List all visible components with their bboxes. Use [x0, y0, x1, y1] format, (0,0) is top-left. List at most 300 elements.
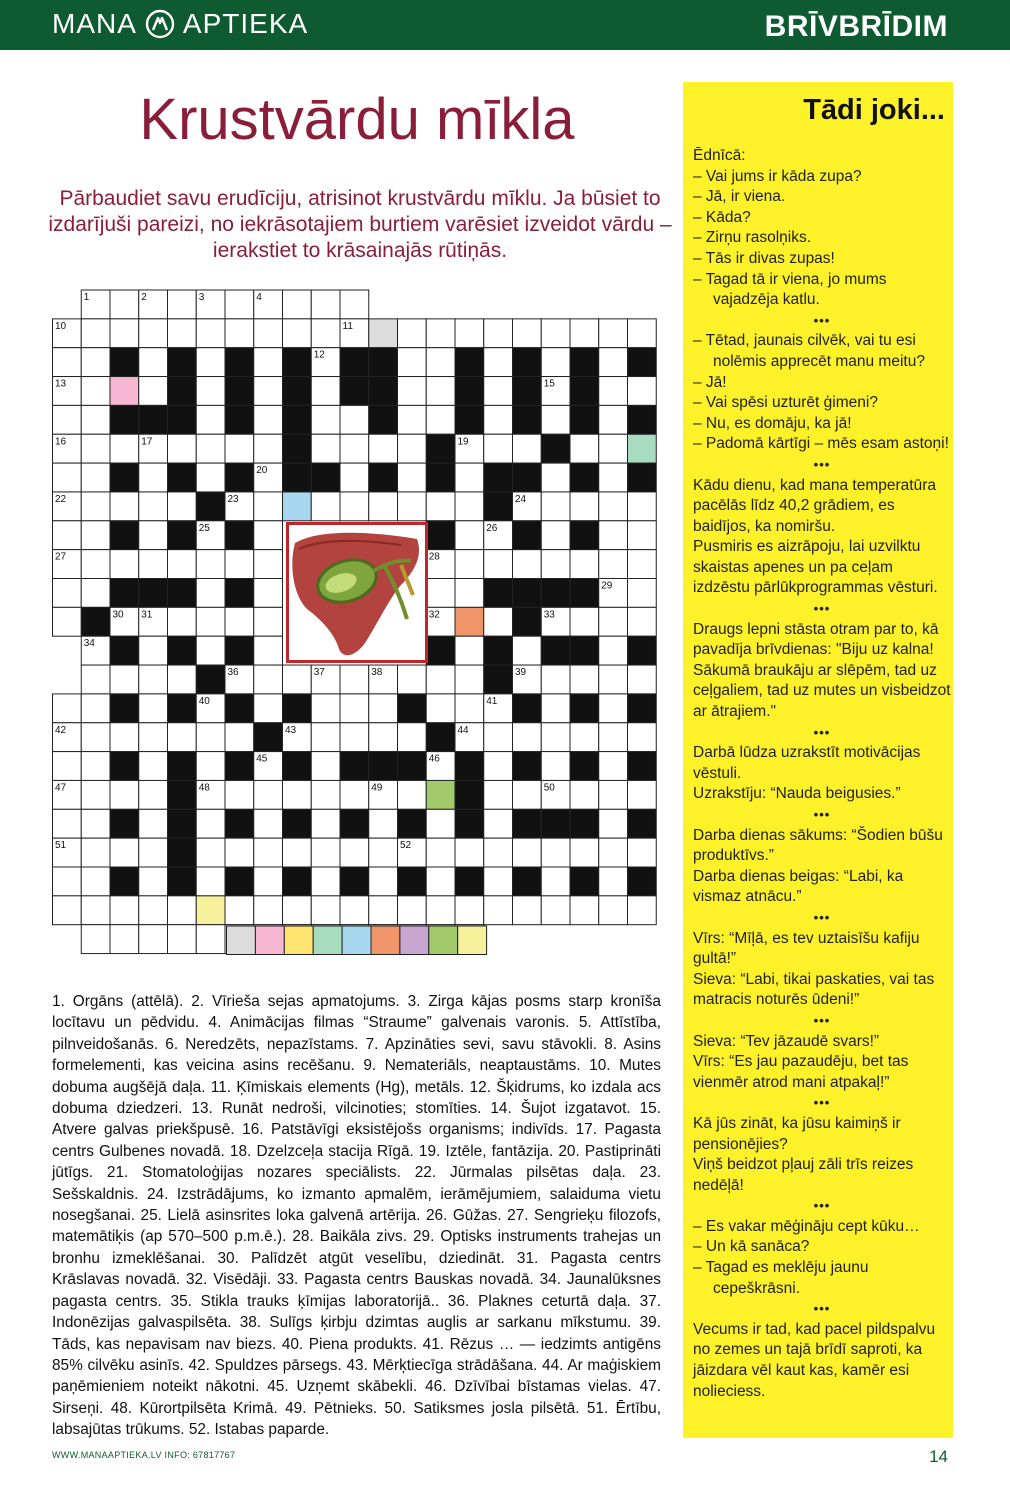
- grid-cell[interactable]: [81, 521, 110, 550]
- grid-cell[interactable]: [81, 838, 110, 867]
- grid-cell[interactable]: [168, 319, 197, 348]
- grid-cell[interactable]: [369, 694, 398, 723]
- grid-cell[interactable]: [426, 838, 455, 867]
- grid-cell[interactable]: [484, 752, 513, 781]
- grid-cell[interactable]: [628, 319, 657, 348]
- grid-cell[interactable]: [196, 550, 225, 579]
- grid-cell[interactable]: [599, 319, 628, 348]
- grid-cell[interactable]: [340, 290, 369, 319]
- grid-cell[interactable]: [369, 867, 398, 896]
- grid-cell[interactable]: [110, 434, 139, 463]
- grid-cell[interactable]: [254, 694, 283, 723]
- grid-cell[interactable]: [196, 319, 225, 348]
- grid-cell[interactable]: [599, 521, 628, 550]
- grid-cell-highlight[interactable]: [628, 434, 657, 463]
- grid-cell-highlight[interactable]: [110, 377, 139, 406]
- grid-cell[interactable]: [81, 348, 110, 377]
- grid-cell[interactable]: [426, 492, 455, 521]
- grid-cell[interactable]: [513, 723, 542, 752]
- grid-cell[interactable]: [53, 694, 82, 723]
- grid-cell[interactable]: [599, 780, 628, 809]
- answer-cell[interactable]: [400, 926, 429, 955]
- grid-cell[interactable]: [541, 838, 570, 867]
- grid-block: [570, 405, 599, 434]
- grid-cell[interactable]: [168, 665, 197, 694]
- grid-cell[interactable]: [196, 752, 225, 781]
- grid-cell[interactable]: [110, 492, 139, 521]
- grid-cell[interactable]: [340, 463, 369, 492]
- grid-cell[interactable]: [570, 319, 599, 348]
- answer-cell[interactable]: [255, 926, 284, 955]
- grid-cell[interactable]: [570, 607, 599, 636]
- grid-cell[interactable]: [254, 809, 283, 838]
- grid-cell[interactable]: [81, 377, 110, 406]
- grid-cell[interactable]: [484, 896, 513, 925]
- grid-cell[interactable]: [53, 896, 82, 925]
- grid-cell[interactable]: [225, 607, 254, 636]
- grid-cell[interactable]: [369, 434, 398, 463]
- grid-cell[interactable]: [455, 492, 484, 521]
- grid-cell[interactable]: [81, 463, 110, 492]
- grid-block: [110, 809, 139, 838]
- grid-cell[interactable]: [570, 434, 599, 463]
- grid-cell[interactable]: [340, 896, 369, 925]
- grid-cell[interactable]: [455, 694, 484, 723]
- grid-cell[interactable]: [311, 290, 340, 319]
- grid-cell[interactable]: [283, 665, 312, 694]
- grid-cell[interactable]: [254, 607, 283, 636]
- grid-cell[interactable]: [110, 319, 139, 348]
- grid-cell[interactable]: [599, 867, 628, 896]
- grid-cell[interactable]: [53, 405, 82, 434]
- footer-url[interactable]: WWW.MANAAPTIEKA.LV INFO: 67817767: [52, 1450, 236, 1460]
- grid-cell[interactable]: [340, 780, 369, 809]
- grid-cell[interactable]: [139, 752, 168, 781]
- grid-cell[interactable]: [541, 348, 570, 377]
- grid-cell[interactable]: [484, 838, 513, 867]
- grid-cell[interactable]: [81, 809, 110, 838]
- grid-block: [484, 492, 513, 521]
- grid-cell[interactable]: [168, 290, 197, 319]
- grid-cell[interactable]: [254, 377, 283, 406]
- answer-cell[interactable]: [371, 926, 400, 955]
- grid-cell[interactable]: [484, 348, 513, 377]
- joke-line: – Tagad tā ir viena, jo mums vajadzēja katlu.: [693, 270, 887, 309]
- grid-cell[interactable]: [599, 377, 628, 406]
- grid-cell[interactable]: [599, 348, 628, 377]
- grid-cell[interactable]: [455, 521, 484, 550]
- grid-cell[interactable]: [81, 694, 110, 723]
- grid-cell[interactable]: [81, 550, 110, 579]
- grid-cell[interactable]: [599, 665, 628, 694]
- grid-cell[interactable]: [254, 780, 283, 809]
- cell-number: 10: [55, 320, 67, 332]
- grid-cell[interactable]: [541, 405, 570, 434]
- grid-cell[interactable]: [254, 348, 283, 377]
- grid-cell[interactable]: [81, 780, 110, 809]
- grid-cell[interactable]: [139, 348, 168, 377]
- grid-cell[interactable]: [168, 607, 197, 636]
- grid-cell[interactable]: [599, 896, 628, 925]
- grid-cell[interactable]: [311, 694, 340, 723]
- grid-cell[interactable]: [168, 896, 197, 925]
- grid-cell[interactable]: [628, 896, 657, 925]
- grid-cell[interactable]: [81, 405, 110, 434]
- grid-cell[interactable]: [311, 838, 340, 867]
- grid-cell[interactable]: [340, 405, 369, 434]
- grid-cell[interactable]: [81, 867, 110, 896]
- grid-cell[interactable]: [513, 896, 542, 925]
- grid-cell[interactable]: [628, 492, 657, 521]
- grid-cell[interactable]: [110, 838, 139, 867]
- grid-cell[interactable]: [599, 694, 628, 723]
- grid-cell[interactable]: [628, 579, 657, 608]
- grid-cell[interactable]: [541, 867, 570, 896]
- answer-cell[interactable]: [342, 926, 371, 955]
- grid-cell[interactable]: [541, 463, 570, 492]
- grid-cell[interactable]: [628, 838, 657, 867]
- grid-cell-highlight[interactable]: [455, 607, 484, 636]
- grid-cell[interactable]: [254, 319, 283, 348]
- grid-block: [283, 405, 312, 434]
- cell-number: 33: [543, 609, 555, 621]
- grid-cell[interactable]: [513, 550, 542, 579]
- grid-cell[interactable]: [541, 752, 570, 781]
- grid-cell[interactable]: [340, 723, 369, 752]
- grid-cell[interactable]: [168, 434, 197, 463]
- grid-cell[interactable]: [196, 579, 225, 608]
- grid-cell[interactable]: [484, 723, 513, 752]
- grid-cell[interactable]: [369, 838, 398, 867]
- cell-number: 12: [313, 349, 325, 361]
- grid-cell[interactable]: [398, 665, 427, 694]
- answer-cell[interactable]: [429, 926, 458, 955]
- grid-cell[interactable]: [599, 838, 628, 867]
- grid-cell[interactable]: [570, 896, 599, 925]
- grid-cell[interactable]: [599, 463, 628, 492]
- grid-cell[interactable]: [570, 665, 599, 694]
- answer-cell[interactable]: [227, 926, 256, 955]
- grid-cell[interactable]: [426, 896, 455, 925]
- grid-cell[interactable]: [369, 492, 398, 521]
- grid-cell[interactable]: [311, 896, 340, 925]
- grid-cell[interactable]: [369, 809, 398, 838]
- grid-cell[interactable]: [369, 896, 398, 925]
- grid-cell[interactable]: [53, 607, 82, 636]
- grid-cell[interactable]: [81, 752, 110, 781]
- grid-cell[interactable]: [311, 319, 340, 348]
- grid-cell[interactable]: [628, 665, 657, 694]
- grid-cell[interactable]: [110, 550, 139, 579]
- grid-cell[interactable]: [81, 434, 110, 463]
- grid-cell[interactable]: [53, 809, 82, 838]
- grid-cell[interactable]: [398, 434, 427, 463]
- grid-cell[interactable]: [484, 867, 513, 896]
- grid-cell[interactable]: [225, 896, 254, 925]
- grid-cell[interactable]: [455, 319, 484, 348]
- grid-cell[interactable]: [599, 492, 628, 521]
- grid-cell[interactable]: [139, 636, 168, 665]
- grid-cell[interactable]: [168, 492, 197, 521]
- cell-number: 3: [198, 292, 205, 303]
- grid-cell[interactable]: [139, 463, 168, 492]
- grid-cell[interactable]: [599, 405, 628, 434]
- grid-cell[interactable]: [254, 665, 283, 694]
- grid-cell[interactable]: [455, 665, 484, 694]
- grid-cell-highlight[interactable]: [196, 896, 225, 925]
- grid-cell[interactable]: [398, 492, 427, 521]
- grid-cell[interactable]: [398, 319, 427, 348]
- grid-cell[interactable]: [225, 319, 254, 348]
- grid-block: [168, 838, 197, 867]
- grid-cell[interactable]: [81, 665, 110, 694]
- joke-line: – Vai jums ir kāda zupa?: [693, 167, 862, 185]
- grid-cell[interactable]: [196, 377, 225, 406]
- grid-cell[interactable]: [196, 348, 225, 377]
- grid-cell[interactable]: [513, 319, 542, 348]
- grid-cell[interactable]: [570, 550, 599, 579]
- grid-cell[interactable]: [628, 780, 657, 809]
- grid-cell[interactable]: [599, 550, 628, 579]
- grid-cell[interactable]: [139, 550, 168, 579]
- grid-cell[interactable]: [196, 607, 225, 636]
- grid-cell[interactable]: [484, 319, 513, 348]
- grid-cell[interactable]: [196, 723, 225, 752]
- grid-cell[interactable]: [426, 809, 455, 838]
- grid-cell[interactable]: [110, 665, 139, 694]
- grid-cell[interactable]: [254, 434, 283, 463]
- grid-cell[interactable]: [53, 348, 82, 377]
- grid-cell[interactable]: [398, 723, 427, 752]
- grid-cell[interactable]: [110, 896, 139, 925]
- grid-cell[interactable]: [311, 492, 340, 521]
- grid-cell[interactable]: [628, 377, 657, 406]
- grid-cell[interactable]: [139, 809, 168, 838]
- grid-cell[interactable]: [254, 521, 283, 550]
- grid-cell[interactable]: [168, 723, 197, 752]
- grid-cell[interactable]: [311, 780, 340, 809]
- grid-cell[interactable]: [541, 492, 570, 521]
- grid-cell[interactable]: [254, 579, 283, 608]
- grid-cell[interactable]: [283, 290, 312, 319]
- grid-cell[interactable]: [426, 579, 455, 608]
- grid-cell[interactable]: [398, 405, 427, 434]
- grid-cell[interactable]: [398, 780, 427, 809]
- grid-cell[interactable]: [455, 579, 484, 608]
- grid-cell[interactable]: [398, 463, 427, 492]
- joke-separator: •••: [813, 1012, 831, 1028]
- grid-cell[interactable]: [426, 694, 455, 723]
- grid-cell[interactable]: [196, 925, 225, 954]
- grid-cell[interactable]: [311, 752, 340, 781]
- grid-cell[interactable]: [225, 290, 254, 319]
- grid-cell[interactable]: [196, 434, 225, 463]
- grid-cell[interactable]: [225, 550, 254, 579]
- grid-cell[interactable]: [628, 723, 657, 752]
- grid-cell[interactable]: [311, 723, 340, 752]
- grid-cell[interactable]: [196, 809, 225, 838]
- grid-cell[interactable]: [196, 636, 225, 665]
- joke-line: Vīrs: “Mīļā, es tev uztaisīšu kafiju gultā!”: [693, 929, 920, 968]
- grid-cell[interactable]: [53, 521, 82, 550]
- answer-cell[interactable]: [284, 926, 313, 955]
- grid-cell[interactable]: [254, 896, 283, 925]
- grid-cell[interactable]: [53, 752, 82, 781]
- grid-cell[interactable]: [484, 377, 513, 406]
- grid-cell[interactable]: [426, 348, 455, 377]
- grid-cell[interactable]: [398, 896, 427, 925]
- grid-cell[interactable]: [340, 694, 369, 723]
- grid-block: [628, 348, 657, 377]
- grid-cell[interactable]: [196, 405, 225, 434]
- grid-cell[interactable]: [628, 607, 657, 636]
- grid-cell[interactable]: [81, 492, 110, 521]
- grid-cell[interactable]: [426, 405, 455, 434]
- grid-cell[interactable]: [311, 809, 340, 838]
- grid-cell[interactable]: [53, 463, 82, 492]
- grid-cell[interactable]: [139, 319, 168, 348]
- grid-cell[interactable]: [225, 723, 254, 752]
- grid-cell[interactable]: [455, 463, 484, 492]
- grid-cell[interactable]: [570, 723, 599, 752]
- grid-cell[interactable]: [340, 434, 369, 463]
- grid-cell[interactable]: [484, 809, 513, 838]
- grid-cell[interactable]: [254, 838, 283, 867]
- grid-cell[interactable]: [168, 925, 197, 954]
- grid-cell[interactable]: [254, 867, 283, 896]
- grid-cell[interactable]: [139, 377, 168, 406]
- grid-cell[interactable]: [254, 492, 283, 521]
- grid-cell[interactable]: [139, 665, 168, 694]
- grid-cell[interactable]: [110, 290, 139, 319]
- grid-cell[interactable]: [139, 694, 168, 723]
- grid-cell[interactable]: [628, 550, 657, 579]
- grid-cell[interactable]: [628, 521, 657, 550]
- grid-cell[interactable]: [541, 550, 570, 579]
- grid-cell[interactable]: [254, 550, 283, 579]
- grid-cell-highlight[interactable]: [426, 780, 455, 809]
- grid-cell[interactable]: [225, 434, 254, 463]
- grid-cell[interactable]: [196, 838, 225, 867]
- grid-cell[interactable]: [81, 319, 110, 348]
- grid-block: [484, 636, 513, 665]
- grid-cell[interactable]: [541, 694, 570, 723]
- grid-cell[interactable]: [110, 723, 139, 752]
- grid-cell[interactable]: [484, 405, 513, 434]
- grid-cell[interactable]: [225, 780, 254, 809]
- grid-cell[interactable]: [455, 896, 484, 925]
- grid-cell[interactable]: [311, 867, 340, 896]
- grid-cell[interactable]: [426, 319, 455, 348]
- grid-cell[interactable]: [541, 723, 570, 752]
- brand-right-text: APTIEKA: [182, 8, 309, 39]
- grid-cell[interactable]: [139, 867, 168, 896]
- grid-block: [168, 377, 197, 406]
- grid-cell[interactable]: [311, 434, 340, 463]
- grid-cell[interactable]: [53, 579, 82, 608]
- grid-cell-highlight[interactable]: [283, 492, 312, 521]
- grid-cell[interactable]: [225, 838, 254, 867]
- grid-cell[interactable]: [283, 780, 312, 809]
- grid-cell[interactable]: [81, 579, 110, 608]
- grid-cell[interactable]: [599, 809, 628, 838]
- grid-cell[interactable]: [254, 636, 283, 665]
- answer-cell[interactable]: [313, 926, 342, 955]
- grid-cell[interactable]: [53, 867, 82, 896]
- grid-cell[interactable]: [484, 780, 513, 809]
- grid-cell[interactable]: [81, 896, 110, 925]
- grid-cell[interactable]: [541, 319, 570, 348]
- grid-cell[interactable]: [110, 780, 139, 809]
- grid-cell[interactable]: [426, 377, 455, 406]
- grid-cell[interactable]: [196, 463, 225, 492]
- grid-cell[interactable]: [139, 780, 168, 809]
- grid-cell[interactable]: [283, 319, 312, 348]
- grid-cell[interactable]: [139, 723, 168, 752]
- grid-cell[interactable]: [196, 867, 225, 896]
- grid-cell[interactable]: [139, 838, 168, 867]
- grid-cell[interactable]: [541, 896, 570, 925]
- grid-cell[interactable]: [283, 838, 312, 867]
- grid-cell[interactable]: [599, 607, 628, 636]
- grid-cell[interactable]: [369, 723, 398, 752]
- grid-cell[interactable]: [139, 925, 168, 954]
- grid-cell[interactable]: [513, 780, 542, 809]
- grid-cell[interactable]: [484, 550, 513, 579]
- answer-cell[interactable]: [458, 926, 487, 955]
- grid-cell[interactable]: [398, 377, 427, 406]
- grid-block: [455, 377, 484, 406]
- grid-cell[interactable]: [570, 780, 599, 809]
- grid-cell[interactable]: [599, 434, 628, 463]
- grid-cell[interactable]: [340, 838, 369, 867]
- grid-cell[interactable]: [599, 723, 628, 752]
- grid-cell[interactable]: [484, 607, 513, 636]
- grid-cell[interactable]: [513, 838, 542, 867]
- grid-cell[interactable]: [139, 521, 168, 550]
- grid-cell[interactable]: [139, 492, 168, 521]
- grid-cell[interactable]: [455, 838, 484, 867]
- grid-cell[interactable]: [426, 867, 455, 896]
- grid-cell[interactable]: [599, 636, 628, 665]
- grid-cell[interactable]: [426, 665, 455, 694]
- grid-cell[interactable]: [254, 405, 283, 434]
- grid-cell[interactable]: [81, 925, 110, 954]
- grid-cell[interactable]: [484, 434, 513, 463]
- grid-cell[interactable]: [541, 665, 570, 694]
- grid-cell[interactable]: [81, 723, 110, 752]
- grid-cell[interactable]: [570, 492, 599, 521]
- grid-cell[interactable]: [283, 896, 312, 925]
- grid-cell-highlight[interactable]: [369, 319, 398, 348]
- grid-cell[interactable]: [168, 550, 197, 579]
- grid-cell[interactable]: [513, 636, 542, 665]
- grid-cell[interactable]: [570, 838, 599, 867]
- grid-cell[interactable]: [311, 405, 340, 434]
- grid-cell[interactable]: [340, 665, 369, 694]
- grid-cell[interactable]: [541, 521, 570, 550]
- grid-cell[interactable]: [455, 550, 484, 579]
- grid-cell[interactable]: [110, 925, 139, 954]
- grid-cell[interactable]: [311, 377, 340, 406]
- grid-cell[interactable]: [455, 636, 484, 665]
- grid-cell[interactable]: [513, 434, 542, 463]
- grid-cell[interactable]: [599, 752, 628, 781]
- grid-cell[interactable]: [398, 348, 427, 377]
- grid-cell[interactable]: [139, 896, 168, 925]
- grid-cell[interactable]: [340, 492, 369, 521]
- grid-block: [110, 636, 139, 665]
